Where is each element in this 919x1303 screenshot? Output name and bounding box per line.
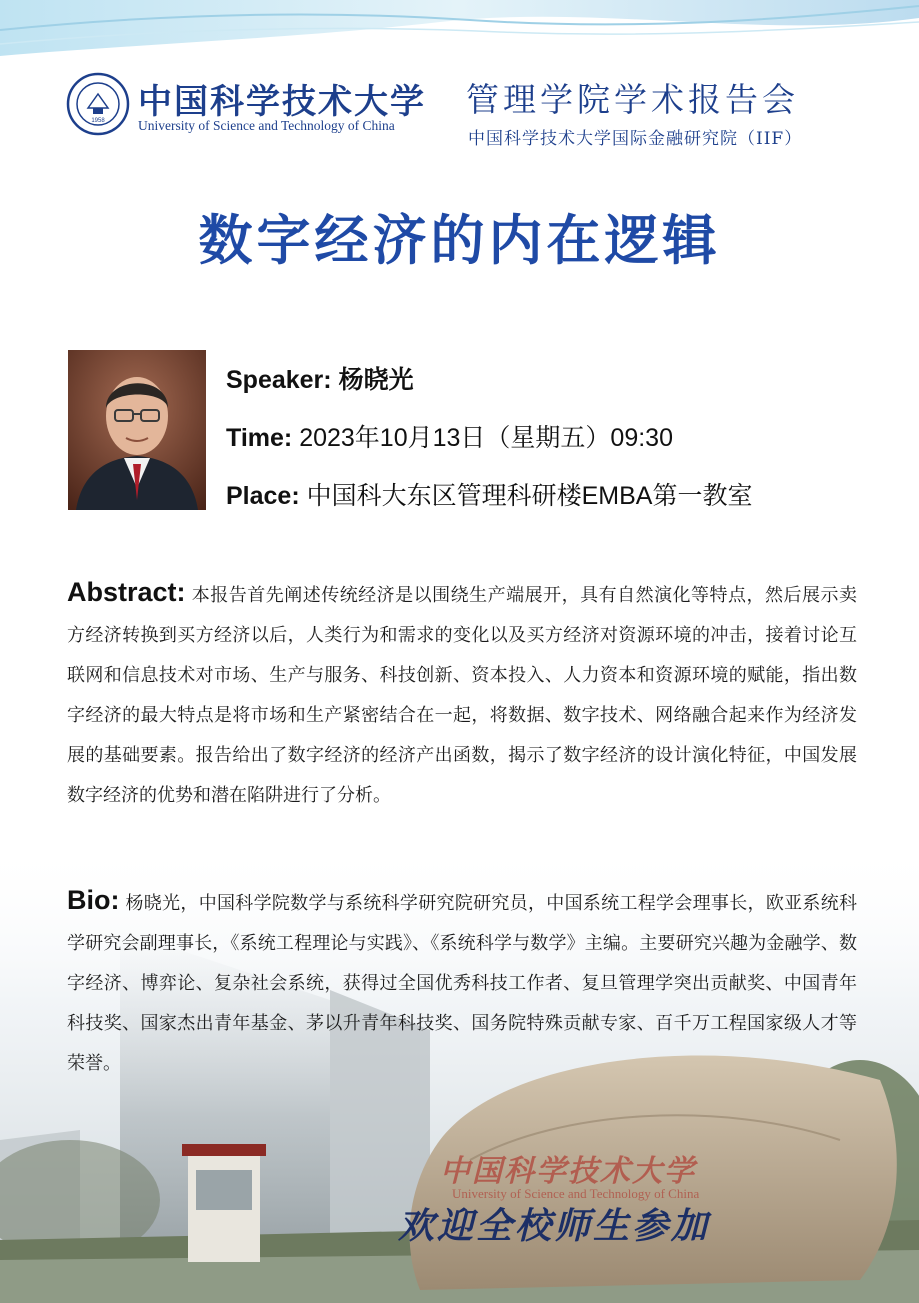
speaker-name: 杨晓光 [338, 366, 414, 394]
speaker-label: Speaker: [226, 366, 332, 394]
seal-year: 1958 [91, 118, 105, 124]
welcome-slogan: 欢迎全校师生参加 [398, 1205, 711, 1247]
bio-paragraph [67, 880, 857, 1084]
place-label: Place: [226, 482, 300, 510]
university-seal-icon [66, 72, 130, 136]
top-wave-decoration [0, 0, 919, 70]
university-name-en: University of Science and Technology of China [138, 118, 395, 133]
event-title: 管理学院学术报告会 [466, 80, 799, 119]
place-value: 中国科大东区管理科研楼EMBA第一教室 [306, 482, 753, 510]
bio-label: Bio: [67, 885, 120, 915]
bio-text: 杨晓光，中国科学院数学与系统科学研究院研究员，中国系统工程学会理事长，欧亚系统科学研究会副理事长，《系统工程理论与实践》、《系统科学与数学》主编。主要研究兴趣为金融学、数字经济、博弈论、复杂社会系统，获得过全国优秀科技工作者、复旦管理学突出贡献奖、中国青年科技奖、国家杰出青年基金、茅以升青年科技奖、国务院特殊贡献专家、百千万工程国家级人才等荣誉。 [67, 893, 857, 1074]
place-line [226, 476, 752, 512]
time-value: 2023年10月13日（星期五）09:30 [299, 424, 673, 452]
time-label: Time: [226, 424, 293, 452]
university-name-cn: 中国科学技术大学 [138, 82, 426, 122]
event-subtitle: 中国科学技术大学国际金融研究院（IIF） [468, 129, 803, 149]
lecture-title: 数字经济的内在逻辑 [198, 208, 721, 272]
stone-inscription-en: University of Science and Technology of China [452, 1186, 700, 1201]
time-line [226, 418, 673, 454]
abstract-label: Abstract: [67, 577, 186, 607]
abstract-text: 本报告首先阐述传统经济是以围绕生产端展开，具有自然演化等特点，然后展示卖方经济转换到买方经济以后，人类行为和需求的变化以及买方经济对资源环境的冲击，接着讨论互联网和信息技术对市场、生产与服务、科技创新、资本投入、人力资本和资源环境的赋能，指出数字经济的最大特点是将市场和生产紧密结合在一起，将数据、数字技术、网络融合起来作为经济发展的基础要素。报告给出了数字经济的经济产出函数，揭示了数字经济的设计演化特征，中国发展数字经济的优势和潜在陷阱进行了分析。 [67, 585, 857, 806]
stone-inscription-cn: 中国科学技术大学 [440, 1154, 696, 1189]
speaker-line [226, 360, 414, 396]
speaker-photo [68, 350, 206, 510]
abstract-paragraph [67, 572, 857, 816]
